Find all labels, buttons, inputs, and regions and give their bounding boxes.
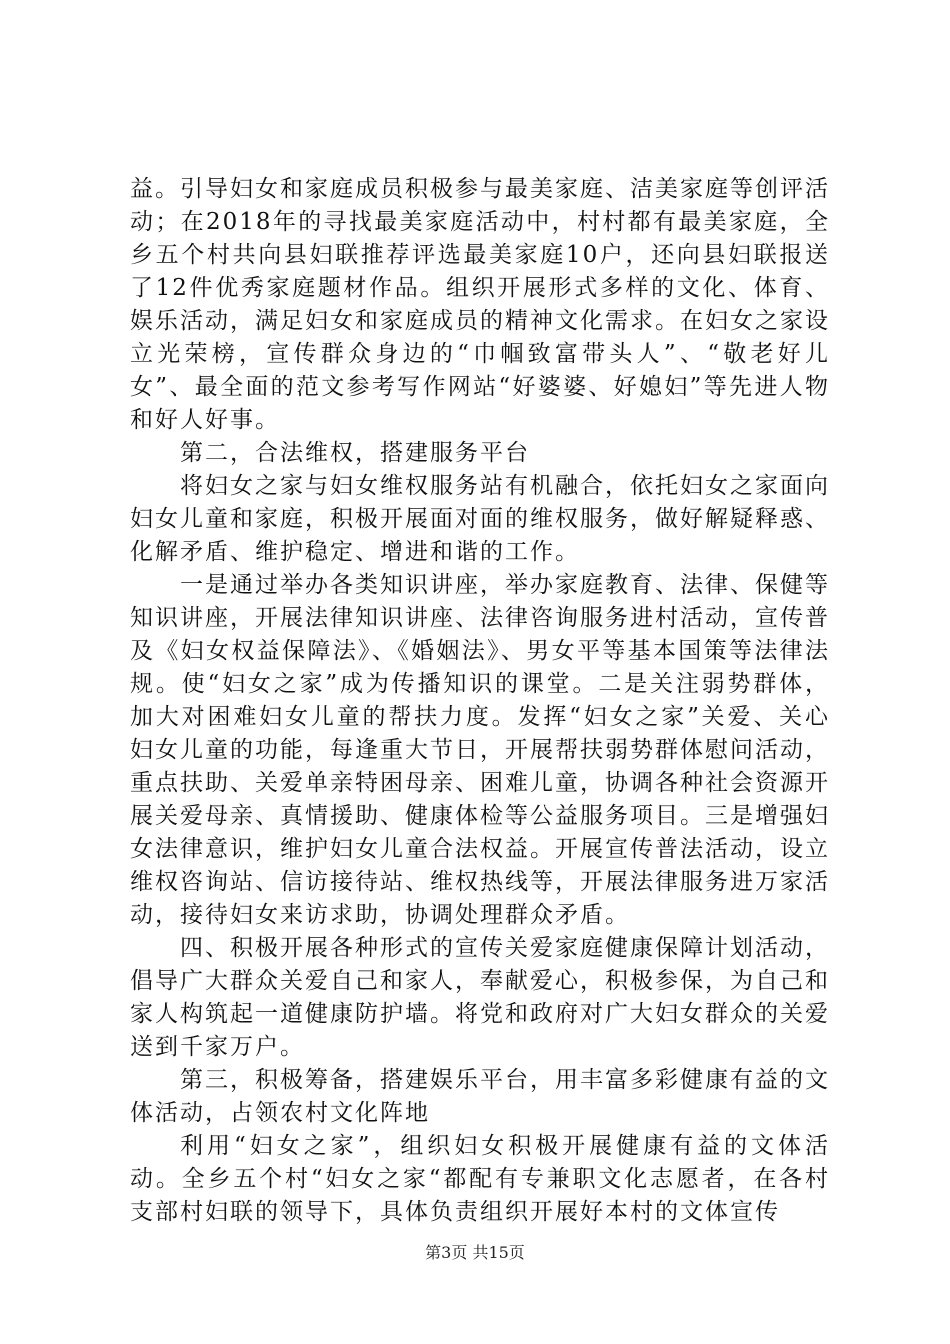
- paragraph-5: 四、积极开展各种形式的宣传关爱家庭健康保障计划活动，倡导广大群众关爱自己和家人，奉献爱心，积极参保，为自己和家人构筑起一道健康防护墙。将党和政府对广大妇女群众的关爱送到千家万户。: [130, 935, 830, 1060]
- paragraph-4: 一是通过举办各类知识讲座，举办家庭教育、法律、保健等知识讲座，开展法律知识讲座、法律咨询服务进村活动，宣传普及《妇女权益保障法》、《婚姻法》、男女平等基本国策等法律法规。使“妇女之家”成为传播知识的课堂。二是关注弱势群体，加大对困难妇女儿童的帮扶力度。发挥“妇女之家”关爱、关心妇女儿童的功能，每逢重大节日，开展帮扶弱势群体慰问活动，重点扶助、关爱单亲特困母亲、困难儿童，协调各种社会资源开展关爱母亲、真情援助、健康体检等公益服务项目。三是增强妇女法律意识，维护妇女儿童合法权益。开展宣传普法活动，设立维权咨询站、信访接待站、维权热线等，开展法律服务进万家活动，接待妇女来访求助，协调处理群众矛盾。: [130, 572, 830, 928]
- page-number-footer: 第3页 共15页: [425, 1243, 525, 1262]
- section-heading-2: 第二，合法维权，搭建服务平台: [180, 440, 530, 466]
- paragraph-7: 利用“妇女之家”，组织妇女积极开展健康有益的文体活动。全乡五个村“妇女之家“都配有专兼职文化志愿者，在各村支部村妇联的领导下，具体负责组织开展好本村的文体宣传: [130, 1133, 830, 1225]
- paragraph-1: 益。引导妇女和家庭成员积极参与最美家庭、洁美家庭等创评活动；在2018年的寻找最美家庭活动中，村村都有最美家庭，全乡五个村共向县妇联推荐评选最美家庭10户，还向县妇联报送了12件优秀家庭题材作品。组织开展形式多样的文化、体育、娱乐活动，满足妇女和家庭成员的精神文化需求。在妇女之家设立光荣榜，宣传群众身边的“巾帼致富带头人”、“敬老好儿女”、最全面的范文参考写作网站“好婆婆、好媳妇”等先进人物和好人好事。: [130, 176, 830, 433]
- section-heading-3: 第三，积极筹备，搭建娱乐平台，用丰富多彩健康有益的文体活动，占领农村文化阵地: [130, 1067, 830, 1126]
- paragraph-3: 将妇女之家与妇女维权服务站有机融合，依托妇女之家面向妇女儿童和家庭，积极开展面对面的维权服务，做好解疑释惑、化解矛盾、维护稳定、增进和谐的工作。: [130, 473, 830, 565]
- document-body: [130, 173, 830, 1229]
